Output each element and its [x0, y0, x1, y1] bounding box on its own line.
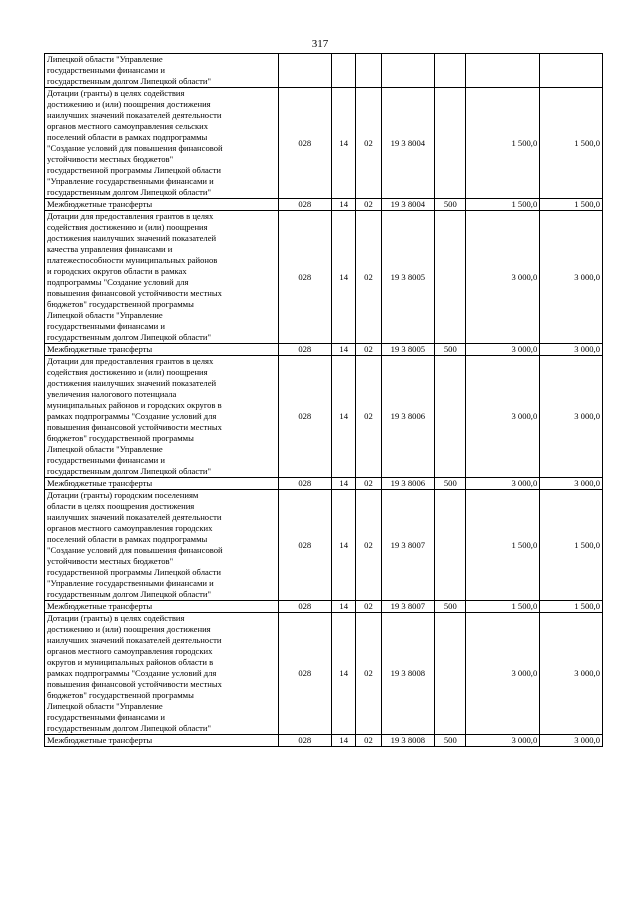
section-code-cell: 14 — [332, 88, 356, 199]
section-code-cell: 14 — [332, 356, 356, 478]
subsection-code-cell: 02 — [356, 478, 381, 490]
amount-year2-cell: 3 000,0 — [540, 344, 603, 356]
section-code-cell — [332, 54, 356, 88]
target-article-cell: 19 3 8005 — [381, 211, 435, 344]
expenditure-name-cell: Межбюджетные трансферты — [45, 478, 279, 490]
amount-year1-cell: 3 000,0 — [466, 613, 540, 735]
amount-year2-cell: 3 000,0 — [540, 478, 603, 490]
target-article-cell: 19 3 8008 — [381, 735, 435, 747]
section-code-cell: 14 — [332, 735, 356, 747]
table-row — [45, 356, 603, 478]
table-row — [45, 54, 603, 88]
table-row — [45, 735, 603, 747]
amount-year1-cell: 1 500,0 — [466, 88, 540, 199]
target-article-cell: 19 3 8007 — [381, 601, 435, 613]
amount-year1-cell: 3 000,0 — [466, 735, 540, 747]
subsection-code-cell: 02 — [356, 735, 381, 747]
admin-code-cell: 028 — [278, 356, 332, 478]
amount-year2-cell: 1 500,0 — [540, 88, 603, 199]
subsection-code-cell: 02 — [356, 211, 381, 344]
expense-type-cell: 500 — [435, 344, 466, 356]
expenditure-name-cell: Дотации для предоставления грантов в целях содействия достижению и (или) поощрения достижения наилучших значений показателей качества управления финансами и платежеспособности муниципальных районов и городских округов области в рамках подпрограммы "Создание условий для повышения финансовой устойчивости местных бюджетов" государственной программы Липецкой области "Управление государственными финансами и государственным долгом Липецкой области" — [45, 211, 279, 344]
expenditure-name-cell: Межбюджетные трансферты — [45, 601, 279, 613]
amount-year2-cell: 3 000,0 — [540, 735, 603, 747]
expenditure-name-cell: Дотации (гранты) в целях содействия достижению и (или) поощрения достижения наилучших значений показателей деятельности органов местного самоуправления городских округов и муниципальных районов области в рамках подпрограммы "Создание условий для повышения финансовой устойчивости местных бюджетов" государственной программы Липецкой области "Управление государственными финансами и государственным долгом Липецкой области" — [45, 613, 279, 735]
subsection-code-cell: 02 — [356, 88, 381, 199]
table-row — [45, 199, 603, 211]
table-row — [45, 211, 603, 344]
table-row — [45, 613, 603, 735]
admin-code-cell: 028 — [278, 478, 332, 490]
section-code-cell: 14 — [332, 199, 356, 211]
section-code-cell: 14 — [332, 601, 356, 613]
admin-code-cell: 028 — [278, 490, 332, 601]
expenditure-name-cell: Липецкой области "Управление государственными финансами и государственным долгом Липецкой области" — [45, 54, 279, 88]
target-article-cell: 19 3 8008 — [381, 613, 435, 735]
amount-year1-cell: 3 000,0 — [466, 211, 540, 344]
section-code-cell: 14 — [332, 490, 356, 601]
expenditure-name-cell: Межбюджетные трансферты — [45, 199, 279, 211]
subsection-code-cell: 02 — [356, 344, 381, 356]
admin-code-cell: 028 — [278, 88, 332, 199]
target-article-cell — [381, 54, 435, 88]
table-row — [45, 490, 603, 601]
expenditure-name-cell: Дотации (гранты) городским поселениям области в целях поощрения достижения наилучших значений показателей деятельности органов местного самоуправления городских поселений области в рамках подпрограммы "Создание условий для повышения финансовой устойчивости местных бюджетов" государственной программы Липецкой области "Управление государственными финансами и государственным долгом Липецкой области" — [45, 490, 279, 601]
expenditure-name-cell: Межбюджетные трансферты — [45, 344, 279, 356]
section-code-cell: 14 — [332, 344, 356, 356]
subsection-code-cell: 02 — [356, 490, 381, 601]
expenditure-name-cell: Межбюджетные трансферты — [45, 735, 279, 747]
admin-code-cell: 028 — [278, 735, 332, 747]
expenditure-name-cell: Дотации для предоставления грантов в целях содействия достижению и (или) поощрения достижения наилучших значений показателей увеличения налогового потенциала муниципальных районов и городских округов в рамках подпрограммы "Создание условий для повышения финансовой устойчивости местных бюджетов" государственной программы Липецкой области "Управление государственными финансами и государственным долгом Липецкой области" — [45, 356, 279, 478]
subsection-code-cell: 02 — [356, 356, 381, 478]
expense-type-cell — [435, 211, 466, 344]
expense-type-cell — [435, 490, 466, 601]
target-article-cell: 19 3 8004 — [381, 199, 435, 211]
target-article-cell: 19 3 8006 — [381, 478, 435, 490]
table-row — [45, 478, 603, 490]
amount-year2-cell: 3 000,0 — [540, 211, 603, 344]
amount-year1-cell — [466, 54, 540, 88]
table-body — [45, 54, 603, 747]
page-number: 317 — [311, 38, 329, 50]
amount-year1-cell: 1 500,0 — [466, 199, 540, 211]
subsection-code-cell: 02 — [356, 199, 381, 211]
amount-year1-cell: 3 000,0 — [466, 344, 540, 356]
subsection-code-cell: 02 — [356, 601, 381, 613]
section-code-cell: 14 — [332, 478, 356, 490]
table-row — [45, 344, 603, 356]
table-row — [45, 601, 603, 613]
admin-code-cell: 028 — [278, 199, 332, 211]
expense-type-cell: 500 — [435, 601, 466, 613]
expenditure-name-cell: Дотации (гранты) в целях содействия достижению и (или) поощрения достижения наилучших значений показателей деятельности органов местного самоуправления сельских поселений области в рамках подпрограммы "Создание условий для повышения финансовой устойчивости местных бюджетов" государственной программы Липецкой области "Управление государственными финансами и государственным долгом Липецкой области" — [45, 88, 279, 199]
admin-code-cell: 028 — [278, 601, 332, 613]
subsection-code-cell: 02 — [356, 613, 381, 735]
section-code-cell: 14 — [332, 211, 356, 344]
admin-code-cell — [278, 54, 332, 88]
target-article-cell: 19 3 8004 — [381, 88, 435, 199]
expense-type-cell — [435, 88, 466, 199]
amount-year1-cell: 1 500,0 — [466, 601, 540, 613]
section-code-cell: 14 — [332, 613, 356, 735]
amount-year2-cell: 1 500,0 — [540, 199, 603, 211]
budget-table — [44, 53, 603, 747]
expense-type-cell — [435, 54, 466, 88]
admin-code-cell: 028 — [278, 211, 332, 344]
amount-year2-cell: 1 500,0 — [540, 490, 603, 601]
expense-type-cell: 500 — [435, 199, 466, 211]
admin-code-cell: 028 — [278, 344, 332, 356]
expense-type-cell: 500 — [435, 735, 466, 747]
amount-year1-cell: 3 000,0 — [466, 478, 540, 490]
admin-code-cell: 028 — [278, 613, 332, 735]
table-row — [45, 88, 603, 199]
expense-type-cell: 500 — [435, 478, 466, 490]
amount-year1-cell: 1 500,0 — [466, 490, 540, 601]
expense-type-cell — [435, 356, 466, 478]
amount-year2-cell: 3 000,0 — [540, 356, 603, 478]
target-article-cell: 19 3 8007 — [381, 490, 435, 601]
expense-type-cell — [435, 613, 466, 735]
target-article-cell: 19 3 8006 — [381, 356, 435, 478]
target-article-cell: 19 3 8005 — [381, 344, 435, 356]
amount-year2-cell: 3 000,0 — [540, 613, 603, 735]
subsection-code-cell — [356, 54, 381, 88]
amount-year2-cell: 1 500,0 — [540, 601, 603, 613]
amount-year2-cell — [540, 54, 603, 88]
amount-year1-cell: 3 000,0 — [466, 356, 540, 478]
